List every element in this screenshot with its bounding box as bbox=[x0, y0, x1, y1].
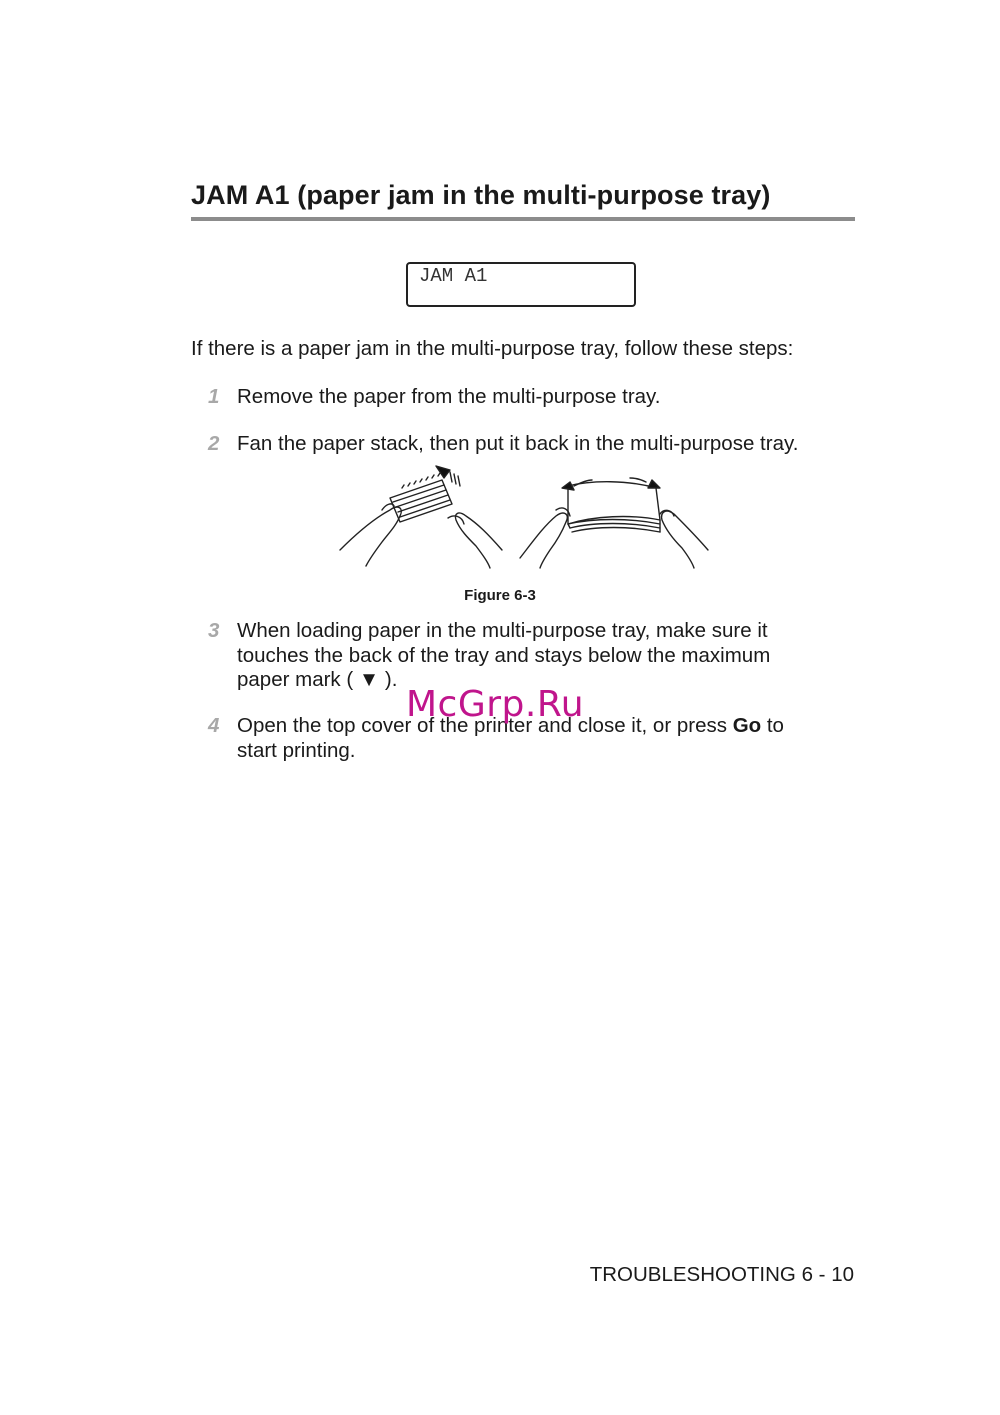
lcd-display-text: JAM A1 bbox=[419, 265, 488, 287]
left-hand-right bbox=[520, 508, 570, 568]
step-number: 2 bbox=[208, 432, 220, 455]
bent-paper-stack bbox=[568, 482, 660, 532]
intro-paragraph: If there is a paper jam in the multi-purpose tray, follow these steps: bbox=[191, 337, 794, 360]
lcd-display-box bbox=[406, 262, 636, 307]
figure-caption: Figure 6-3 bbox=[464, 587, 536, 604]
step-text bbox=[237, 619, 857, 693]
step-text-segment: to bbox=[761, 714, 784, 737]
step-text-segment: ). bbox=[384, 668, 398, 691]
step-number: 4 bbox=[208, 714, 220, 737]
watermark: McGrp.Ru bbox=[406, 684, 585, 725]
step-text-segment: paper mark ( bbox=[237, 668, 354, 691]
step-text: Remove the paper from the multi-purpose tray. bbox=[237, 385, 661, 408]
page-title: JAM A1 (paper jam in the multi-purpose tray) bbox=[191, 180, 771, 210]
go-key-label: Go bbox=[732, 714, 762, 737]
step-number: 3 bbox=[208, 619, 220, 642]
step-number: 1 bbox=[208, 385, 220, 408]
fan-paper-illustration bbox=[330, 458, 720, 570]
step-text-segment: Open the top cover of the printer and close it, or press bbox=[237, 714, 733, 737]
step-text-line: When loading paper in the multi-purpose tray, make sure it bbox=[237, 619, 768, 642]
right-hand-left bbox=[448, 513, 502, 568]
down-triangle-icon: ▼ bbox=[358, 668, 380, 691]
step-text: Fan the paper stack, then put it back in the multi-purpose tray. bbox=[237, 432, 799, 455]
title-underline bbox=[191, 217, 855, 221]
step-text-line: touches the back of the tray and stays below the maximum bbox=[237, 643, 771, 667]
fanned-paper-stack bbox=[390, 473, 452, 522]
step-text-line: start printing. bbox=[237, 738, 356, 762]
right-hand-right bbox=[660, 510, 708, 568]
page-footer: TROUBLESHOOTING 6 - 10 bbox=[589, 1263, 854, 1286]
left-hand-left bbox=[340, 504, 401, 566]
